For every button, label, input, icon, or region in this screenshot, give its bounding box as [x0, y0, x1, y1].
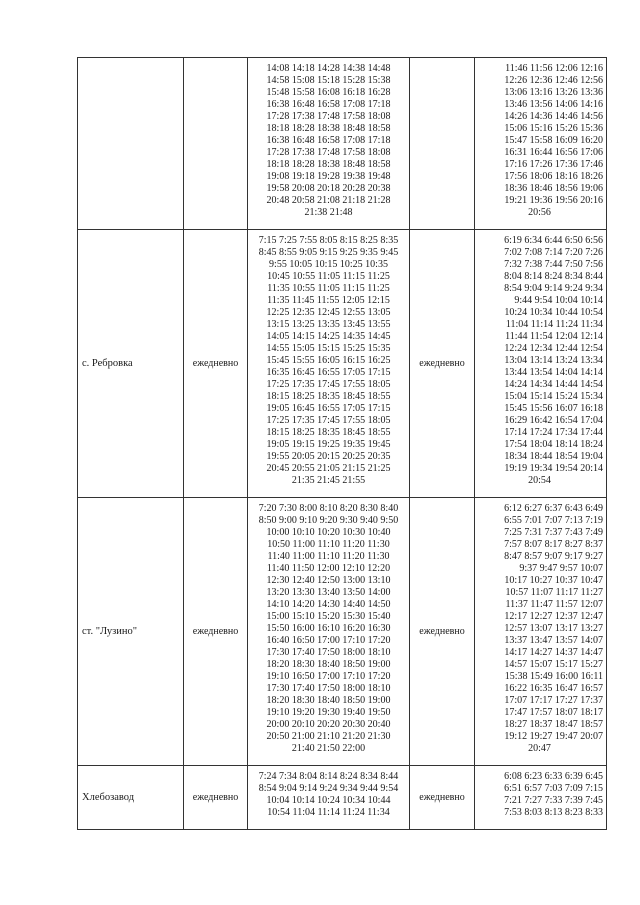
- time-line: 10:57 11:07 11:17 11:27: [505, 587, 603, 598]
- stop-name-cell: [78, 58, 184, 230]
- time-line: 10:50 11:00 11:10 11:20 11:30: [267, 539, 390, 550]
- time-line: 11:44 11:54 12:04 12:14: [505, 331, 603, 342]
- time-line: 17:30 17:40 17:50 18:00 18:10: [266, 683, 391, 694]
- frequency-cell: [184, 58, 248, 230]
- time-line: 21:40 21:50 22:00: [291, 743, 366, 754]
- time-line: 15:48 15:58 16:08 16:18 16:28: [266, 87, 391, 98]
- time-line: 15:47 15:58 16:09 16:20: [504, 135, 603, 146]
- time-line: 20:47: [528, 743, 551, 754]
- time-line: 7:32 7:38 7:44 7:50 7:56: [504, 259, 603, 270]
- frequency-cell-return: [410, 58, 475, 230]
- time-line: 14:57 15:07 15:17 15:27: [504, 659, 603, 670]
- time-line: 14:17 14:27 14:37 14:47: [504, 647, 603, 658]
- time-line: 17:30 17:40 17:50 18:00 18:10: [266, 647, 391, 658]
- time-line: 19:08 19:18 19:28 19:38 19:48: [266, 171, 391, 182]
- time-line: 12:30 12:40 12:50 13:00 13:10: [266, 575, 391, 586]
- forward-times-cell: [248, 498, 410, 766]
- time-line: 8:04 8:14 8:24 8:34 8:44: [504, 271, 603, 282]
- time-line: 17:25 17:35 17:45 17:55 18:05: [266, 415, 391, 426]
- time-line: 18:15 18:25 18:35 18:45 18:55: [266, 391, 391, 402]
- time-line: 10:04 10:14 10:24 10:34 10:44: [266, 795, 391, 806]
- return-times-cell: [475, 58, 607, 230]
- time-line: 15:45 15:55 16:05 16:15 16:25: [266, 355, 391, 366]
- time-line: 18:36 18:46 18:56 19:06: [504, 183, 603, 194]
- time-line: 10:24 10:34 10:44 10:54: [504, 307, 603, 318]
- schedule-table: [77, 57, 607, 830]
- return-times-cell: [475, 230, 607, 498]
- time-line: 13:46 13:56 14:06 14:16: [504, 99, 603, 110]
- time-line: 14:24 14:34 14:44 14:54: [504, 379, 603, 390]
- frequency-cell: ежедневно: [184, 230, 248, 498]
- time-line: 14:26 14:36 14:46 14:56: [504, 111, 603, 122]
- time-line: 13:06 13:16 13:26 13:36: [504, 87, 603, 98]
- stop-name-cell: ст. "Лузино": [78, 498, 184, 766]
- time-line: 15:38 15:49 16:00 16:11: [504, 671, 603, 682]
- time-line: 11:04 11:14 11:24 11:34: [505, 319, 603, 330]
- time-line: 19:55 20:05 20:15 20:25 20:35: [266, 451, 391, 462]
- schedule-row: [78, 498, 607, 766]
- time-line: 6:55 7:01 7:07 7:13 7:19: [504, 515, 603, 526]
- time-line: 8:47 8:57 9:07 9:17 9:27: [504, 551, 603, 562]
- time-line: 15:06 15:16 15:26 15:36: [504, 123, 603, 134]
- time-line: 8:54 9:04 9:14 9:24 9:34 9:44 9:54: [258, 783, 399, 794]
- time-line: 16:38 16:48 16:58 17:08 17:18: [266, 99, 391, 110]
- time-line: 13:20 13:30 13:40 13:50 14:00: [266, 587, 391, 598]
- time-line: 7:24 7:34 8:04 8:14 8:24 8:34 8:44: [258, 771, 399, 782]
- time-line: 12:57 13:07 13:17 13:27: [504, 623, 603, 634]
- time-line: 17:16 17:26 17:36 17:46: [504, 159, 603, 170]
- time-line: 15:00 15:10 15:20 15:30 15:40: [266, 611, 391, 622]
- time-line: 10:17 10:27 10:37 10:47: [504, 575, 603, 586]
- time-line: 7:02 7:08 7:14 7:20 7:26: [504, 247, 603, 258]
- time-line: 7:57 8:07 8:17 8:27 8:37: [504, 539, 603, 550]
- time-line: 20:54: [528, 475, 551, 486]
- time-line: 10:54 11:04 11:14 11:24 11:34: [267, 807, 390, 818]
- time-line: 14:58 15:08 15:18 15:28 15:38: [266, 75, 391, 86]
- time-line: 19:05 19:15 19:25 19:35 19:45: [266, 439, 391, 450]
- stop-name-cell: Хлебозавод: [78, 766, 184, 830]
- time-line: 16:38 16:48 16:58 17:08 17:18: [266, 135, 391, 146]
- time-line: 12:25 12:35 12:45 12:55 13:05: [266, 307, 391, 318]
- time-line: 16:29 16:42 16:54 17:04: [504, 415, 603, 426]
- time-line: 6:12 6:27 6:37 6:43 6:49: [504, 503, 603, 514]
- time-line: 9:37 9:47 9:57 10:07: [519, 563, 603, 574]
- time-line: 19:05 16:45 16:55 17:05 17:15: [266, 403, 391, 414]
- time-line: 21:35 21:45 21:55: [291, 475, 366, 486]
- time-line: 18:15 18:25 18:35 18:45 18:55: [266, 427, 391, 438]
- time-line: 7:20 7:30 8:00 8:10 8:20 8:30 8:40: [258, 503, 399, 514]
- time-line: 16:31 16:44 16:56 17:06: [504, 147, 603, 158]
- stop-name-cell: с. Ребровка: [78, 230, 184, 498]
- time-line: 11:46 11:56 12:06 12:16: [505, 63, 603, 74]
- time-line: 11:40 11:00 11:10 11:20 11:30: [267, 551, 390, 562]
- schedule-row: [78, 230, 607, 498]
- time-line: 11:35 11:45 11:55 12:05 12:15: [267, 295, 390, 306]
- time-line: 14:05 14:15 14:25 14:35 14:45: [266, 331, 391, 342]
- time-line: 17:28 17:38 17:48 17:58 18:08: [266, 147, 391, 158]
- frequency-cell-return: ежедневно: [410, 498, 475, 766]
- time-line: 17:28 17:38 17:48 17:58 18:08: [266, 111, 391, 122]
- time-line: 7:53 8:03 8:13 8:23 8:33: [504, 807, 603, 818]
- return-times-cell: [475, 498, 607, 766]
- time-line: 6:51 6:57 7:03 7:09 7:15: [504, 783, 603, 794]
- time-line: 19:10 19:20 19:30 19:40 19:50: [266, 707, 391, 718]
- frequency-cell: ежедневно: [184, 498, 248, 766]
- time-line: 15:45 15:56 16:07 16:18: [504, 403, 603, 414]
- return-times-cell: [475, 766, 607, 830]
- time-line: 19:12 19:27 19:47 20:07: [504, 731, 603, 742]
- time-line: 8:54 9:04 9:14 9:24 9:34: [504, 283, 603, 294]
- schedule-row: [78, 766, 607, 830]
- time-line: 12:24 12:34 12:44 12:54: [504, 343, 603, 354]
- time-line: 17:25 17:35 17:45 17:55 18:05: [266, 379, 391, 390]
- time-line: 17:47 17:57 18:07 18:17: [504, 707, 603, 718]
- time-line: 20:48 20:58 21:08 21:18 21:28: [266, 195, 391, 206]
- time-line: 12:26 12:36 12:46 12:56: [504, 75, 603, 86]
- time-line: 13:44 13:54 14:04 14:14: [504, 367, 603, 378]
- time-line: 13:04 13:14 13:24 13:34: [504, 355, 603, 366]
- time-line: 15:04 15:14 15:24 15:34: [504, 391, 603, 402]
- time-line: 13:37 13:47 13:57 14:07: [504, 635, 603, 646]
- time-line: 14:55 15:05 15:15 15:25 15:35: [266, 343, 391, 354]
- time-line: 12:17 12:27 12:37 12:47: [504, 611, 603, 622]
- time-line: 16:35 16:45 16:55 17:05 17:15: [266, 367, 391, 378]
- time-line: 18:20 18:30 18:40 18:50 19:00: [266, 695, 391, 706]
- time-line: 10:45 10:55 11:05 11:15 11:25: [267, 271, 390, 282]
- time-line: 19:58 20:08 20:18 20:28 20:38: [266, 183, 391, 194]
- time-line: 17:07 17:17 17:27 17:37: [504, 695, 603, 706]
- time-line: 11:35 10:55 11:05 11:15 11:25: [267, 283, 390, 294]
- time-line: 17:54 18:04 18:14 18:24: [504, 439, 603, 450]
- time-line: 11:37 11:47 11:57 12:07: [505, 599, 603, 610]
- frequency-cell: ежедневно: [184, 766, 248, 830]
- time-line: 17:14 17:24 17:34 17:44: [504, 427, 603, 438]
- forward-times-cell: [248, 230, 410, 498]
- time-line: 16:22 16:35 16:47 16:57: [504, 683, 603, 694]
- time-line: 10:00 10:10 10:20 10:30 10:40: [266, 527, 391, 538]
- time-line: 18:18 18:28 18:38 18:48 18:58: [266, 159, 391, 170]
- time-line: 13:15 13:25 13:35 13:45 13:55: [266, 319, 391, 330]
- forward-times-cell: [248, 766, 410, 830]
- time-line: 11:40 11:50 12:00 12:10 12:20: [266, 563, 391, 574]
- time-line: 7:25 7:31 7:37 7:43 7:49: [504, 527, 603, 538]
- time-line: 6:19 6:34 6:44 6:50 6:56: [504, 235, 603, 246]
- forward-times-cell: [248, 58, 410, 230]
- time-line: 20:45 20:55 21:05 21:15 21:25: [266, 463, 391, 474]
- time-line: 9:55 10:05 10:15 10:25 10:35: [269, 259, 388, 270]
- time-line: 18:34 18:44 18:54 19:04: [504, 451, 603, 462]
- time-line: 8:50 9:00 9:10 9:20 9:30 9:40 9:50: [258, 515, 399, 526]
- time-line: 18:27 18:37 18:47 18:57: [504, 719, 603, 730]
- time-line: 18:20 18:30 18:40 18:50 19:00: [266, 659, 391, 670]
- time-line: 15:50 16:00 16:10 16:20 16:30: [266, 623, 391, 634]
- time-line: 7:21 7:27 7:33 7:39 7:45: [504, 795, 603, 806]
- frequency-cell-return: ежедневно: [410, 230, 475, 498]
- schedule-row: [78, 58, 607, 230]
- time-line: 6:08 6:23 6:33 6:39 6:45: [504, 771, 603, 782]
- time-line: 7:15 7:25 7:55 8:05 8:15 8:25 8:35: [258, 235, 399, 246]
- frequency-cell-return: ежедневно: [410, 766, 475, 830]
- time-line: 17:56 18:06 18:16 18:26: [504, 171, 603, 182]
- time-line: 21:38 21:48: [304, 207, 353, 218]
- time-line: 19:21 19:36 19:56 20:16: [504, 195, 603, 206]
- time-line: 14:08 14:18 14:28 14:38 14:48: [266, 63, 391, 74]
- time-line: 20:50 21:00 21:10 21:20 21:30: [266, 731, 391, 742]
- time-line: 16:40 16:50 17:00 17:10 17:20: [266, 635, 391, 646]
- time-line: 20:56: [528, 207, 551, 218]
- time-line: 20:00 20:10 20:20 20:30 20:40: [266, 719, 391, 730]
- time-line: 18:18 18:28 18:38 18:48 18:58: [266, 123, 391, 134]
- time-line: 14:10 14:20 14:30 14:40 14:50: [266, 599, 391, 610]
- time-line: 19:19 19:34 19:54 20:14: [504, 463, 603, 474]
- time-line: 9:44 9:54 10:04 10:14: [514, 295, 603, 306]
- time-line: 19:10 16:50 17:00 17:10 17:20: [266, 671, 391, 682]
- time-line: 8:45 8:55 9:05 9:15 9:25 9:35 9:45: [258, 247, 399, 258]
